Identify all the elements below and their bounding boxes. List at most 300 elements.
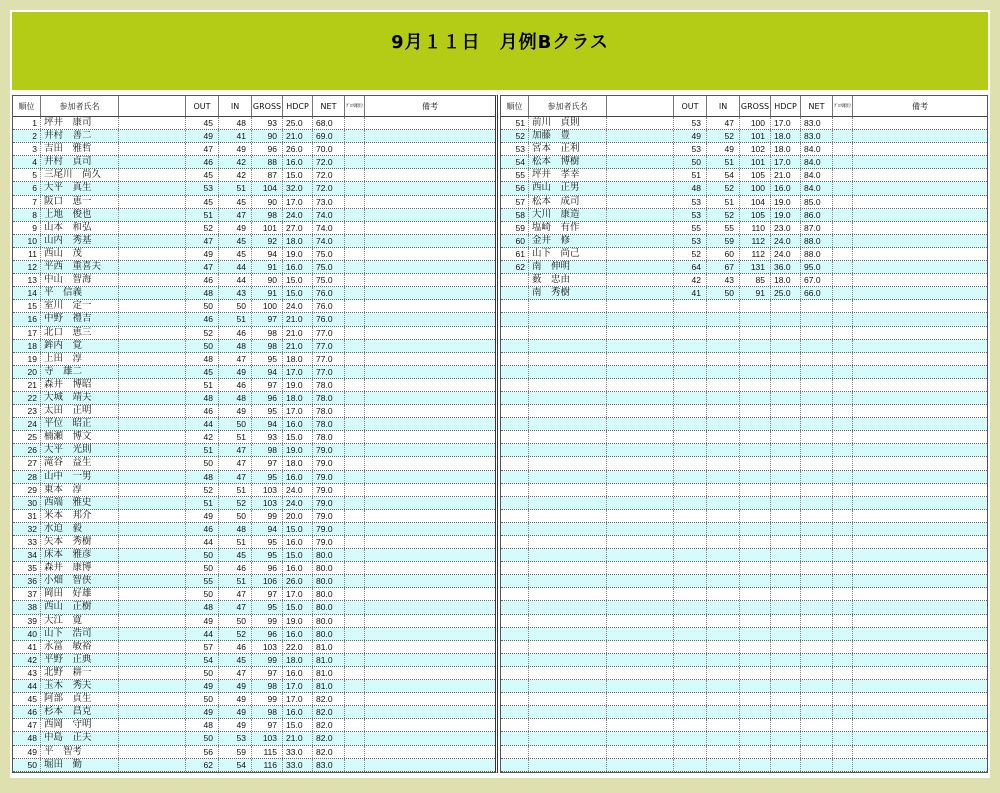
hdcp-cell: 21.0 xyxy=(283,327,313,339)
hdcp-cell: 18.0 xyxy=(283,457,313,469)
gross-cell xyxy=(740,313,771,325)
rank-cell: 3 xyxy=(13,143,41,155)
name-cell xyxy=(529,615,607,627)
out-cell: 47 xyxy=(186,143,219,155)
extra-cell xyxy=(345,588,365,600)
rank-cell: 10 xyxy=(13,235,41,247)
name-cell: 岡田 好雄 xyxy=(41,588,119,600)
blank-cell xyxy=(119,130,186,142)
extra-cell xyxy=(833,169,853,181)
out-cell: 44 xyxy=(186,628,219,640)
net-cell: 79.0 xyxy=(313,484,345,496)
net-cell: 83.0 xyxy=(313,759,345,771)
in-cell: 51 xyxy=(707,156,740,168)
in-cell: 67 xyxy=(707,261,740,273)
rank-cell xyxy=(501,732,529,744)
hdcp-cell: 24.0 xyxy=(283,209,313,221)
out-cell xyxy=(674,510,707,522)
net-cell: 74.0 xyxy=(313,235,345,247)
out-cell xyxy=(674,719,707,731)
in-cell: 44 xyxy=(219,261,252,273)
net-cell xyxy=(801,392,833,404)
extra-cell xyxy=(345,444,365,456)
out-cell xyxy=(674,615,707,627)
empty-row xyxy=(501,641,987,654)
extra-cell xyxy=(833,641,853,653)
in-cell xyxy=(707,667,740,679)
remarks-cell xyxy=(853,654,987,666)
in-cell xyxy=(707,431,740,443)
results-table-left xyxy=(12,95,498,773)
out-cell xyxy=(674,628,707,640)
name-cell xyxy=(529,457,607,469)
remarks-cell xyxy=(853,287,987,299)
table-row xyxy=(13,680,495,693)
blank-cell xyxy=(607,405,674,417)
header-out: OUT xyxy=(186,96,219,116)
out-cell: 44 xyxy=(186,536,219,548)
net-cell xyxy=(801,641,833,653)
rank-cell xyxy=(501,379,529,391)
hdcp-cell: 15.0 xyxy=(283,719,313,731)
extra-cell xyxy=(345,575,365,587)
net-cell: 75.0 xyxy=(313,261,345,273)
empty-row xyxy=(501,484,987,497)
remarks-cell xyxy=(853,274,987,286)
name-cell xyxy=(529,575,607,587)
rank-cell xyxy=(501,313,529,325)
remarks-cell xyxy=(853,523,987,535)
hdcp-cell: 24.0 xyxy=(771,235,801,247)
gross-cell: 98 xyxy=(252,706,283,718)
table-row xyxy=(13,484,495,497)
in-cell: 49 xyxy=(219,719,252,731)
blank-cell xyxy=(119,209,186,221)
extra-cell xyxy=(345,182,365,194)
empty-row xyxy=(501,719,987,732)
remarks-cell xyxy=(853,209,987,221)
empty-row xyxy=(501,327,987,340)
out-cell: 46 xyxy=(186,274,219,286)
gross-cell xyxy=(740,431,771,443)
name-cell: 堀田 勤 xyxy=(41,759,119,771)
name-cell xyxy=(529,392,607,404)
extra-cell xyxy=(833,628,853,640)
blank-cell xyxy=(119,431,186,443)
hdcp-cell: 17.0 xyxy=(283,405,313,417)
out-cell: 54 xyxy=(186,654,219,666)
extra-cell xyxy=(345,693,365,705)
gross-cell: 103 xyxy=(252,641,283,653)
empty-row xyxy=(501,693,987,706)
remarks-cell xyxy=(365,641,495,653)
remarks-cell xyxy=(365,313,495,325)
blank-cell xyxy=(119,444,186,456)
extra-cell xyxy=(833,719,853,731)
gross-cell xyxy=(740,641,771,653)
in-cell: 59 xyxy=(707,235,740,247)
out-cell: 53 xyxy=(674,196,707,208)
net-cell xyxy=(801,300,833,312)
blank-cell xyxy=(607,156,674,168)
blank-cell xyxy=(607,641,674,653)
empty-row xyxy=(501,353,987,366)
name-cell: 阪口 恵一 xyxy=(41,196,119,208)
empty-row xyxy=(501,418,987,431)
name-cell: 宮本 正利 xyxy=(529,143,607,155)
extra-cell xyxy=(833,209,853,221)
blank-cell xyxy=(119,169,186,181)
in-cell: 49 xyxy=(219,680,252,692)
in-cell: 46 xyxy=(219,379,252,391)
name-cell: 西山 茂 xyxy=(41,248,119,260)
in-cell: 49 xyxy=(219,222,252,234)
out-cell: 51 xyxy=(186,209,219,221)
blank-cell xyxy=(607,209,674,221)
extra-cell xyxy=(833,366,853,378)
out-cell xyxy=(674,680,707,692)
net-cell xyxy=(801,510,833,522)
gross-cell: 99 xyxy=(252,693,283,705)
gross-cell: 104 xyxy=(740,196,771,208)
out-cell: 41 xyxy=(674,287,707,299)
net-cell xyxy=(801,497,833,509)
out-cell xyxy=(674,706,707,718)
remarks-cell xyxy=(853,732,987,744)
remarks-cell xyxy=(853,746,987,758)
empty-row xyxy=(501,588,987,601)
blank-cell xyxy=(607,196,674,208)
remarks-cell xyxy=(853,392,987,404)
out-cell xyxy=(674,759,707,771)
remarks-cell xyxy=(853,196,987,208)
net-cell xyxy=(801,693,833,705)
in-cell xyxy=(707,536,740,548)
remarks-cell xyxy=(365,117,495,129)
extra-cell xyxy=(833,379,853,391)
extra-cell xyxy=(833,549,853,561)
hdcp-cell xyxy=(771,444,801,456)
empty-row xyxy=(501,300,987,313)
out-cell: 50 xyxy=(674,156,707,168)
extra-cell xyxy=(345,340,365,352)
rank-cell xyxy=(501,287,529,299)
rank-cell: 61 xyxy=(501,248,529,260)
extra-cell xyxy=(833,143,853,155)
net-cell: 68.0 xyxy=(313,117,345,129)
remarks-cell xyxy=(365,510,495,522)
out-cell: 42 xyxy=(674,274,707,286)
gross-cell: 95 xyxy=(252,353,283,365)
remarks-cell xyxy=(853,641,987,653)
remarks-cell xyxy=(365,340,495,352)
remarks-cell xyxy=(365,327,495,339)
name-cell: 平 信義 xyxy=(41,287,119,299)
rank-cell xyxy=(501,327,529,339)
in-cell xyxy=(707,484,740,496)
name-cell: 室川 定一 xyxy=(41,300,119,312)
gross-cell xyxy=(740,405,771,417)
blank-cell xyxy=(119,457,186,469)
rank-cell: 52 xyxy=(501,130,529,142)
blank-cell xyxy=(119,693,186,705)
name-cell: 北口 恵三 xyxy=(41,327,119,339)
remarks-cell xyxy=(853,536,987,548)
gross-cell: 97 xyxy=(252,719,283,731)
rank-cell: 1 xyxy=(13,117,41,129)
blank-cell xyxy=(607,353,674,365)
in-cell: 59 xyxy=(219,746,252,758)
hdcp-cell: 20.0 xyxy=(283,510,313,522)
remarks-cell xyxy=(853,693,987,705)
in-cell: 51 xyxy=(219,313,252,325)
in-cell: 47 xyxy=(219,601,252,613)
rank-cell: 38 xyxy=(13,601,41,613)
empty-row xyxy=(501,457,987,470)
rank-cell: 24 xyxy=(13,418,41,430)
net-cell xyxy=(801,484,833,496)
in-cell: 52 xyxy=(219,628,252,640)
gross-cell xyxy=(740,628,771,640)
out-cell: 50 xyxy=(186,667,219,679)
table-row xyxy=(501,261,987,274)
rank-cell: 48 xyxy=(13,732,41,744)
name-cell xyxy=(529,405,607,417)
extra-cell xyxy=(833,575,853,587)
net-cell xyxy=(801,719,833,731)
in-cell xyxy=(707,471,740,483)
rank-cell xyxy=(501,654,529,666)
rank-cell: 27 xyxy=(13,457,41,469)
rank-cell xyxy=(501,615,529,627)
in-cell: 45 xyxy=(219,549,252,561)
gross-cell: 99 xyxy=(252,510,283,522)
out-cell: 42 xyxy=(186,431,219,443)
table-row xyxy=(13,156,495,169)
name-cell xyxy=(529,313,607,325)
hdcp-cell: 18.0 xyxy=(283,392,313,404)
rank-cell: 4 xyxy=(13,156,41,168)
blank-cell xyxy=(607,248,674,260)
out-cell xyxy=(674,418,707,430)
out-cell: 53 xyxy=(674,143,707,155)
blank-cell xyxy=(119,759,186,771)
name-cell: 楠瀬 博文 xyxy=(41,431,119,443)
hdcp-cell: 15.0 xyxy=(283,523,313,535)
out-cell: 46 xyxy=(186,405,219,417)
net-cell xyxy=(801,759,833,771)
in-cell xyxy=(707,615,740,627)
hdcp-cell: 18.0 xyxy=(771,274,801,286)
table-row xyxy=(13,523,495,536)
remarks-cell xyxy=(853,759,987,771)
rank-cell xyxy=(501,405,529,417)
out-cell xyxy=(674,588,707,600)
out-cell xyxy=(674,444,707,456)
net-cell: 76.0 xyxy=(313,287,345,299)
hdcp-cell: 16.0 xyxy=(283,471,313,483)
name-cell: 小畑 智侠 xyxy=(41,575,119,587)
extra-cell xyxy=(345,719,365,731)
table-row xyxy=(13,615,495,628)
in-cell xyxy=(707,405,740,417)
hdcp-cell xyxy=(771,549,801,561)
empty-row xyxy=(501,392,987,405)
name-cell: 中島 正夫 xyxy=(41,732,119,744)
remarks-cell xyxy=(365,143,495,155)
out-cell xyxy=(674,300,707,312)
rank-cell xyxy=(501,471,529,483)
out-cell: 47 xyxy=(186,261,219,273)
hdcp-cell: 18.0 xyxy=(771,143,801,155)
rank-cell: 43 xyxy=(13,667,41,679)
hdcp-cell: 26.0 xyxy=(283,143,313,155)
name-cell xyxy=(529,366,607,378)
rank-cell xyxy=(501,759,529,771)
extra-cell xyxy=(345,235,365,247)
remarks-cell xyxy=(853,300,987,312)
blank-cell xyxy=(119,667,186,679)
hdcp-cell xyxy=(771,457,801,469)
extra-cell xyxy=(833,261,853,273)
out-cell: 50 xyxy=(186,588,219,600)
extra-cell xyxy=(345,196,365,208)
rank-cell: 32 xyxy=(13,523,41,535)
in-cell: 41 xyxy=(219,130,252,142)
name-cell: 西端 雅史 xyxy=(41,497,119,509)
table-header-row xyxy=(501,96,987,117)
hdcp-cell: 22.0 xyxy=(283,641,313,653)
remarks-cell xyxy=(365,732,495,744)
rank-cell xyxy=(501,667,529,679)
hdcp-cell: 15.0 xyxy=(283,287,313,299)
rank-cell: 26 xyxy=(13,444,41,456)
out-cell xyxy=(674,654,707,666)
empty-row xyxy=(501,654,987,667)
hdcp-cell xyxy=(771,353,801,365)
out-cell xyxy=(674,549,707,561)
table-row xyxy=(13,287,495,300)
header-remarks: 備考 xyxy=(912,101,928,111)
in-cell xyxy=(707,601,740,613)
rank-cell: 50 xyxy=(13,759,41,771)
empty-row xyxy=(501,628,987,641)
remarks-cell xyxy=(853,156,987,168)
gross-cell: 103 xyxy=(252,732,283,744)
hdcp-cell: 18.0 xyxy=(283,235,313,247)
blank-cell xyxy=(119,196,186,208)
rank-cell xyxy=(501,274,529,286)
net-cell xyxy=(801,746,833,758)
hdcp-cell: 19.0 xyxy=(283,248,313,260)
gross-cell: 98 xyxy=(252,444,283,456)
hdcp-cell xyxy=(771,484,801,496)
table-row xyxy=(13,510,495,523)
table-row xyxy=(13,444,495,457)
hdcp-cell: 21.0 xyxy=(283,732,313,744)
gross-cell: 90 xyxy=(252,196,283,208)
remarks-cell xyxy=(365,274,495,286)
rank-cell xyxy=(501,523,529,535)
in-cell: 49 xyxy=(219,693,252,705)
net-cell: 75.0 xyxy=(313,248,345,260)
net-cell: 74.0 xyxy=(313,222,345,234)
in-cell xyxy=(707,353,740,365)
blank-cell xyxy=(119,536,186,548)
hdcp-cell: 17.0 xyxy=(771,117,801,129)
net-cell xyxy=(801,628,833,640)
net-cell xyxy=(801,562,833,574)
hdcp-cell xyxy=(771,746,801,758)
blank-cell xyxy=(607,615,674,627)
hdcp-cell: 18.0 xyxy=(771,130,801,142)
in-cell: 42 xyxy=(219,156,252,168)
table-header-row xyxy=(13,96,495,117)
table-row xyxy=(13,340,495,353)
rank-cell: 16 xyxy=(13,313,41,325)
in-cell: 46 xyxy=(219,641,252,653)
hdcp-cell: 16.0 xyxy=(283,261,313,273)
gross-cell: 88 xyxy=(252,156,283,168)
extra-cell xyxy=(833,693,853,705)
empty-row xyxy=(501,523,987,536)
rank-cell: 49 xyxy=(13,746,41,758)
name-cell: 阿部 貞生 xyxy=(41,693,119,705)
blank-cell xyxy=(607,418,674,430)
in-cell: 50 xyxy=(219,510,252,522)
out-cell: 48 xyxy=(186,471,219,483)
blank-cell xyxy=(607,235,674,247)
extra-cell xyxy=(345,418,365,430)
hdcp-cell: 26.0 xyxy=(283,575,313,587)
net-cell xyxy=(801,471,833,483)
remarks-cell xyxy=(853,366,987,378)
in-cell xyxy=(707,313,740,325)
hdcp-cell: 16.0 xyxy=(283,156,313,168)
empty-row xyxy=(501,706,987,719)
gross-cell xyxy=(740,392,771,404)
name-cell: 中野 禮吉 xyxy=(41,313,119,325)
blank-cell xyxy=(119,353,186,365)
remarks-cell xyxy=(365,379,495,391)
net-cell: 81.0 xyxy=(313,667,345,679)
rank-cell: 62 xyxy=(501,261,529,273)
hdcp-cell: 15.0 xyxy=(283,431,313,443)
blank-cell xyxy=(119,327,186,339)
gross-cell: 94 xyxy=(252,366,283,378)
header-gross: GROSS xyxy=(740,96,771,116)
net-cell: 81.0 xyxy=(313,680,345,692)
net-cell xyxy=(801,588,833,600)
remarks-cell xyxy=(365,719,495,731)
net-cell: 78.0 xyxy=(313,379,345,391)
table-row xyxy=(501,117,987,130)
remarks-cell xyxy=(365,471,495,483)
table-row xyxy=(13,196,495,209)
net-cell: 82.0 xyxy=(313,732,345,744)
rank-cell: 14 xyxy=(13,287,41,299)
extra-cell xyxy=(345,300,365,312)
extra-cell xyxy=(345,759,365,771)
blank-cell xyxy=(119,615,186,627)
gross-cell: 110 xyxy=(740,222,771,234)
remarks-cell xyxy=(853,615,987,627)
hdcp-cell xyxy=(771,405,801,417)
header-net: NET xyxy=(313,96,345,116)
remarks-cell xyxy=(365,169,495,181)
in-cell: 45 xyxy=(219,196,252,208)
out-cell xyxy=(674,313,707,325)
